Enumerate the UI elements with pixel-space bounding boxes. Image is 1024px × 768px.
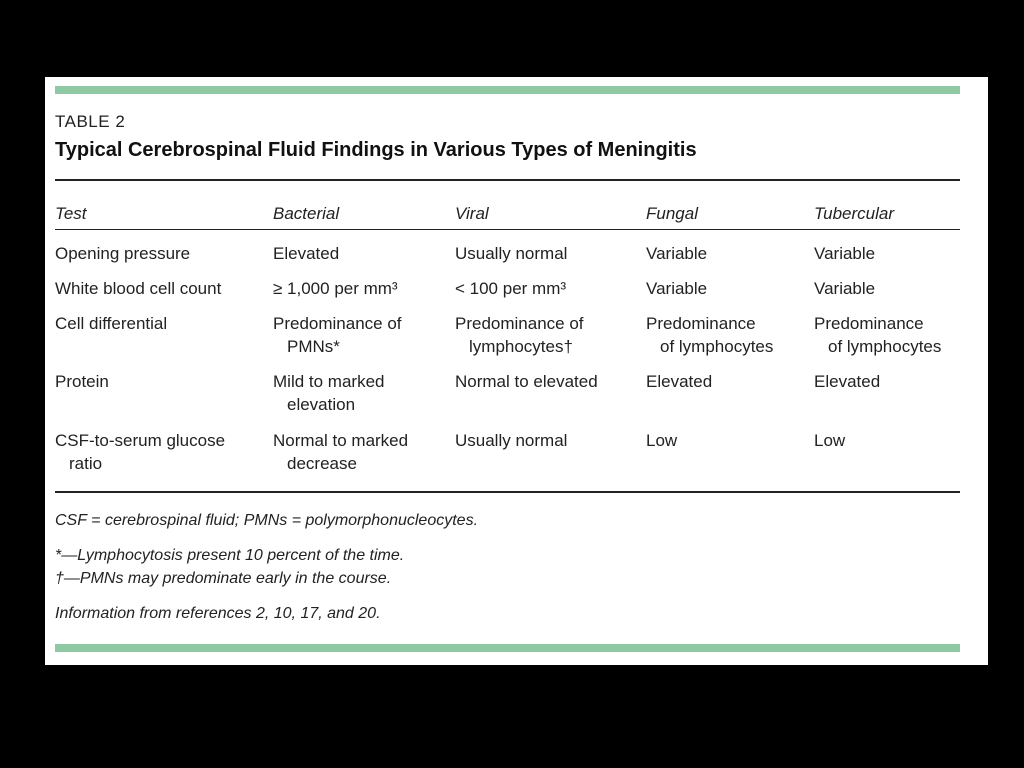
header-tubercular: Tubercular xyxy=(814,204,894,223)
footnote-star: *—Lymphocytosis present 10 percent of the time. xyxy=(55,547,405,564)
table-row-cell: Predominance of PMNs* xyxy=(273,314,402,356)
table-row-cell: White blood cell count xyxy=(55,279,222,298)
table-row-cell: Predominance of lymphocytes† xyxy=(455,314,584,356)
header-test: Test xyxy=(55,204,87,223)
header-bacterial: Bacterial xyxy=(273,204,340,223)
table-row-cell: Normal to elevated xyxy=(455,372,598,391)
table-row-cell: Predominance of lymphocytes xyxy=(646,314,774,356)
table-row-cell: Variable xyxy=(814,279,876,298)
bottom-accent-bar xyxy=(55,644,960,652)
table-row-cell: Opening pressure xyxy=(55,244,191,263)
header-rule xyxy=(55,229,960,230)
table-row-cell: Usually normal xyxy=(455,431,568,450)
table-row-cell: Elevated xyxy=(646,372,713,391)
table-row-cell: Normal to marked decrease xyxy=(273,431,409,473)
table-row-cell: Mild to marked elevation xyxy=(273,372,385,414)
table-row-cell: Low xyxy=(646,431,678,450)
table-row-cell: Elevated xyxy=(814,372,881,391)
table-row-cell: Variable xyxy=(646,279,708,298)
table-row-cell: Predominance of lymphocytes xyxy=(814,314,942,356)
table-row-cell: Elevated xyxy=(273,244,340,263)
table-row-cell: Protein xyxy=(55,372,109,391)
table-row-cell: < 100 per mm³ xyxy=(455,279,567,298)
footnote-dagger: †—PMNs may predominate early in the course. xyxy=(55,570,392,587)
table-row-cell: Cell differential xyxy=(55,314,168,333)
bottom-rule xyxy=(55,491,960,493)
table-row-cell: Low xyxy=(814,431,846,450)
footnote-source: Information from references 2, 10, 17, and 20. xyxy=(55,605,381,622)
table-row-cell: ≥ 1,000 per mm³ xyxy=(273,279,398,298)
header-viral: Viral xyxy=(455,204,489,223)
table-row-cell: Variable xyxy=(814,244,876,263)
footnote-abbreviations: CSF = cerebrospinal fluid; PMNs = polymorphonucleocytes. xyxy=(55,512,479,529)
table-row-cell: Usually normal xyxy=(455,244,568,263)
table-card xyxy=(45,77,988,665)
table-title: Typical Cerebrospinal Fluid Findings in Various Types of Meningitis xyxy=(55,139,697,161)
header-fungal: Fungal xyxy=(646,204,698,223)
table-label: TABLE 2 xyxy=(55,112,126,131)
top-accent-bar xyxy=(55,86,960,94)
table-row-cell: Variable xyxy=(646,244,708,263)
table-row-cell: CSF-to-serum glucose ratio xyxy=(55,431,226,473)
top-rule xyxy=(55,179,960,181)
